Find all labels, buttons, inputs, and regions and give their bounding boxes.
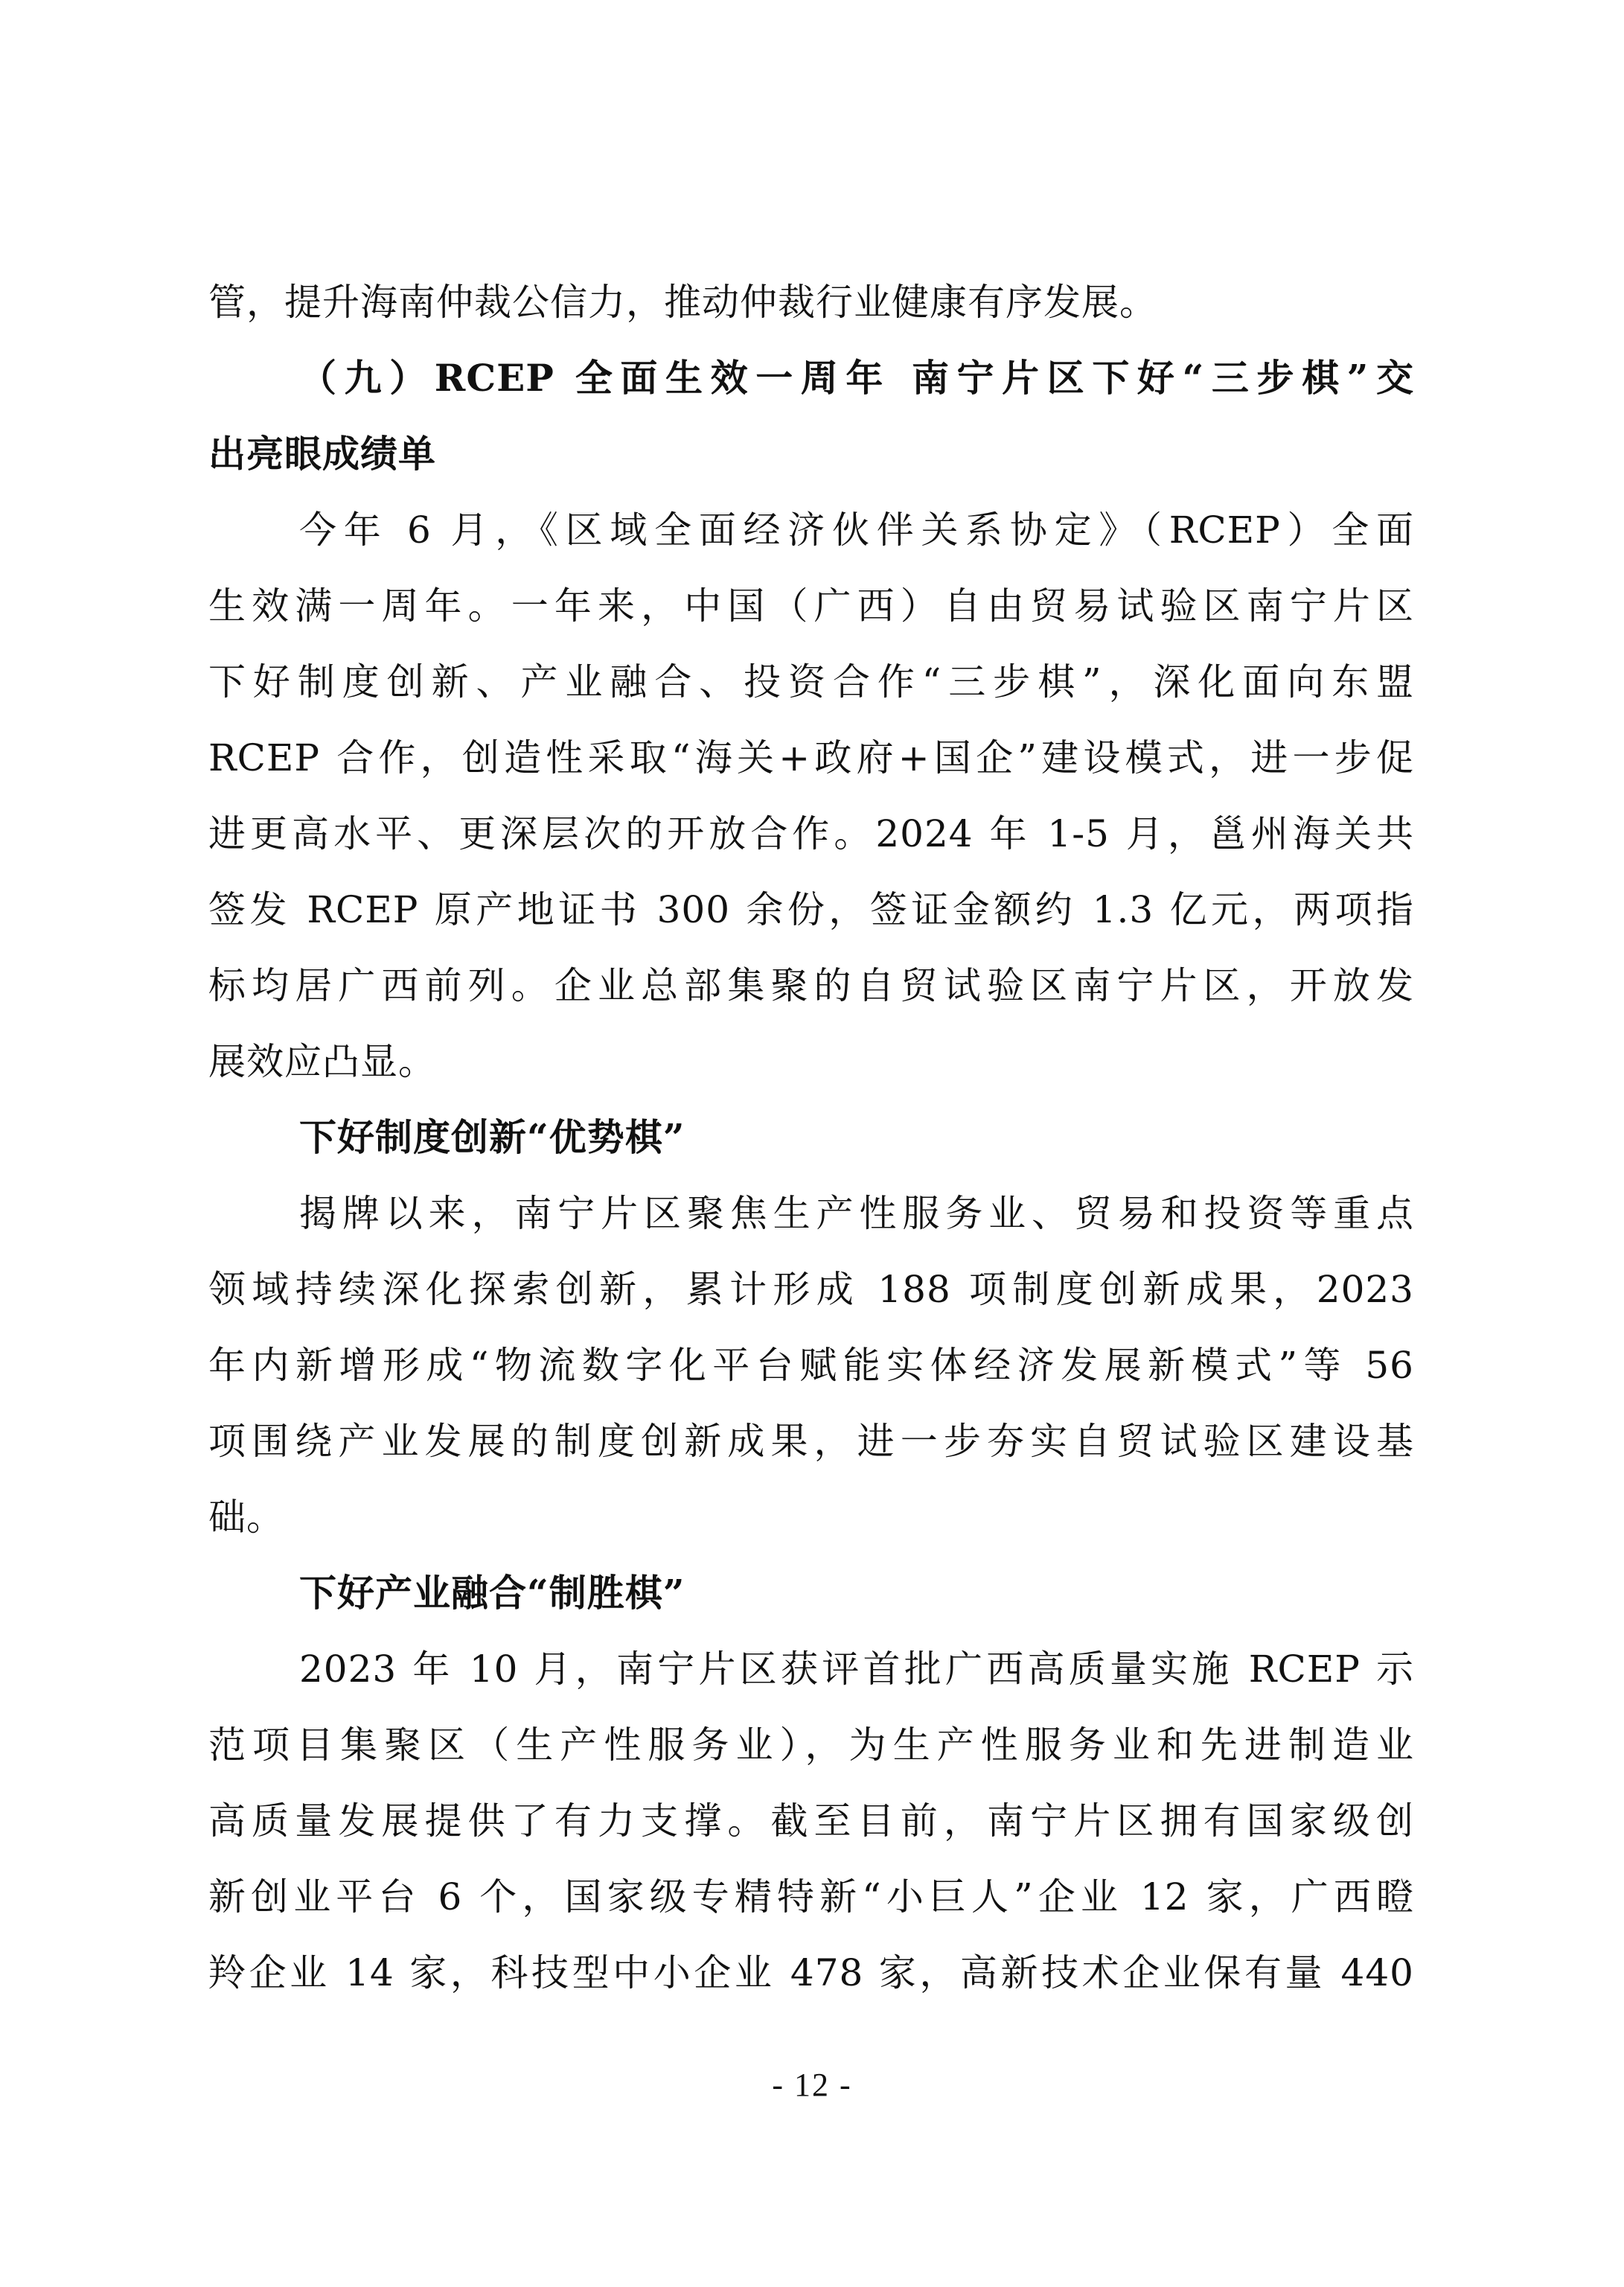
- paragraph-line: 高质量发展提供了有力支撑。截至目前，南宁片区拥有国家级创: [208, 1799, 1414, 1843]
- paragraph-line: 范项目集聚区（生产性服务业），为生产性服务业和先进制造业: [208, 1723, 1414, 1767]
- paragraph-line: RCEP 合作，创造性采取“海关+政府+国企”建设模式，进一步促: [208, 736, 1414, 779]
- section-heading-line: （九）RCEP 全面生效一周年 南宁片区下好“三步棋”交: [299, 356, 1414, 400]
- paragraph-line: 今年 6 月，《区域全面经济伙伴关系协定》（RCEP）全面: [299, 508, 1414, 552]
- paragraph-line: 管，提升海南仲裁公信力，推动仲裁行业健康有序发展。: [208, 281, 1157, 324]
- paragraph-line: 羚企业 14 家，科技型中小企业 478 家，高新技术企业保有量 440: [208, 1951, 1414, 1994]
- paragraph-line: 下好制度创新、产业融合、投资合作“三步棋”，深化面向东盟: [208, 660, 1414, 704]
- paragraph-line: 年内新增形成“物流数字化平台赋能实体经济发展新模式”等 56: [208, 1344, 1414, 1387]
- paragraph-line: 生效满一周年。一年来，中国（广西）自由贸易试验区南宁片区: [208, 584, 1414, 628]
- paragraph-line: 新创业平台 6 个，国家级专精特新“小巨人”企业 12 家，广西瞪: [208, 1875, 1414, 1918]
- paragraph-line: 础。: [208, 1496, 284, 1539]
- paragraph-line: 标均居广西前列。企业总部集聚的自贸试验区南宁片区，开放发: [208, 964, 1414, 1007]
- subheading: 下好制度创新“优势棋”: [299, 1115, 685, 1159]
- paragraph-line: 展效应凸显。: [208, 1040, 436, 1083]
- section-heading-line: 出亮眼成绩单: [208, 432, 436, 476]
- paragraph-line: 项围绕产业发展的制度创新成果，进一步夯实自贸试验区建设基: [208, 1420, 1414, 1463]
- paragraph-line: 揭牌以来，南宁片区聚焦生产性服务业、贸易和投资等重点: [299, 1192, 1414, 1235]
- page-number: - 12 -: [772, 2067, 852, 2103]
- paragraph-line: 进更高水平、更深层次的开放合作。2024 年 1-5 月，邕州海关共: [208, 812, 1414, 855]
- paragraph-line: 签发 RCEP 原产地证书 300 余份，签证金额约 1.3 亿元，两项指: [208, 888, 1414, 931]
- document-body: [208, 264, 1414, 2011]
- subheading: 下好产业融合“制胜棋”: [299, 1571, 685, 1615]
- paragraph-line: 2023 年 10 月，南宁片区获评首批广西高质量实施 RCEP 示: [299, 1648, 1414, 1691]
- paragraph-line: 领域持续深化探索创新，累计形成 188 项制度创新成果，2023: [208, 1268, 1414, 1311]
